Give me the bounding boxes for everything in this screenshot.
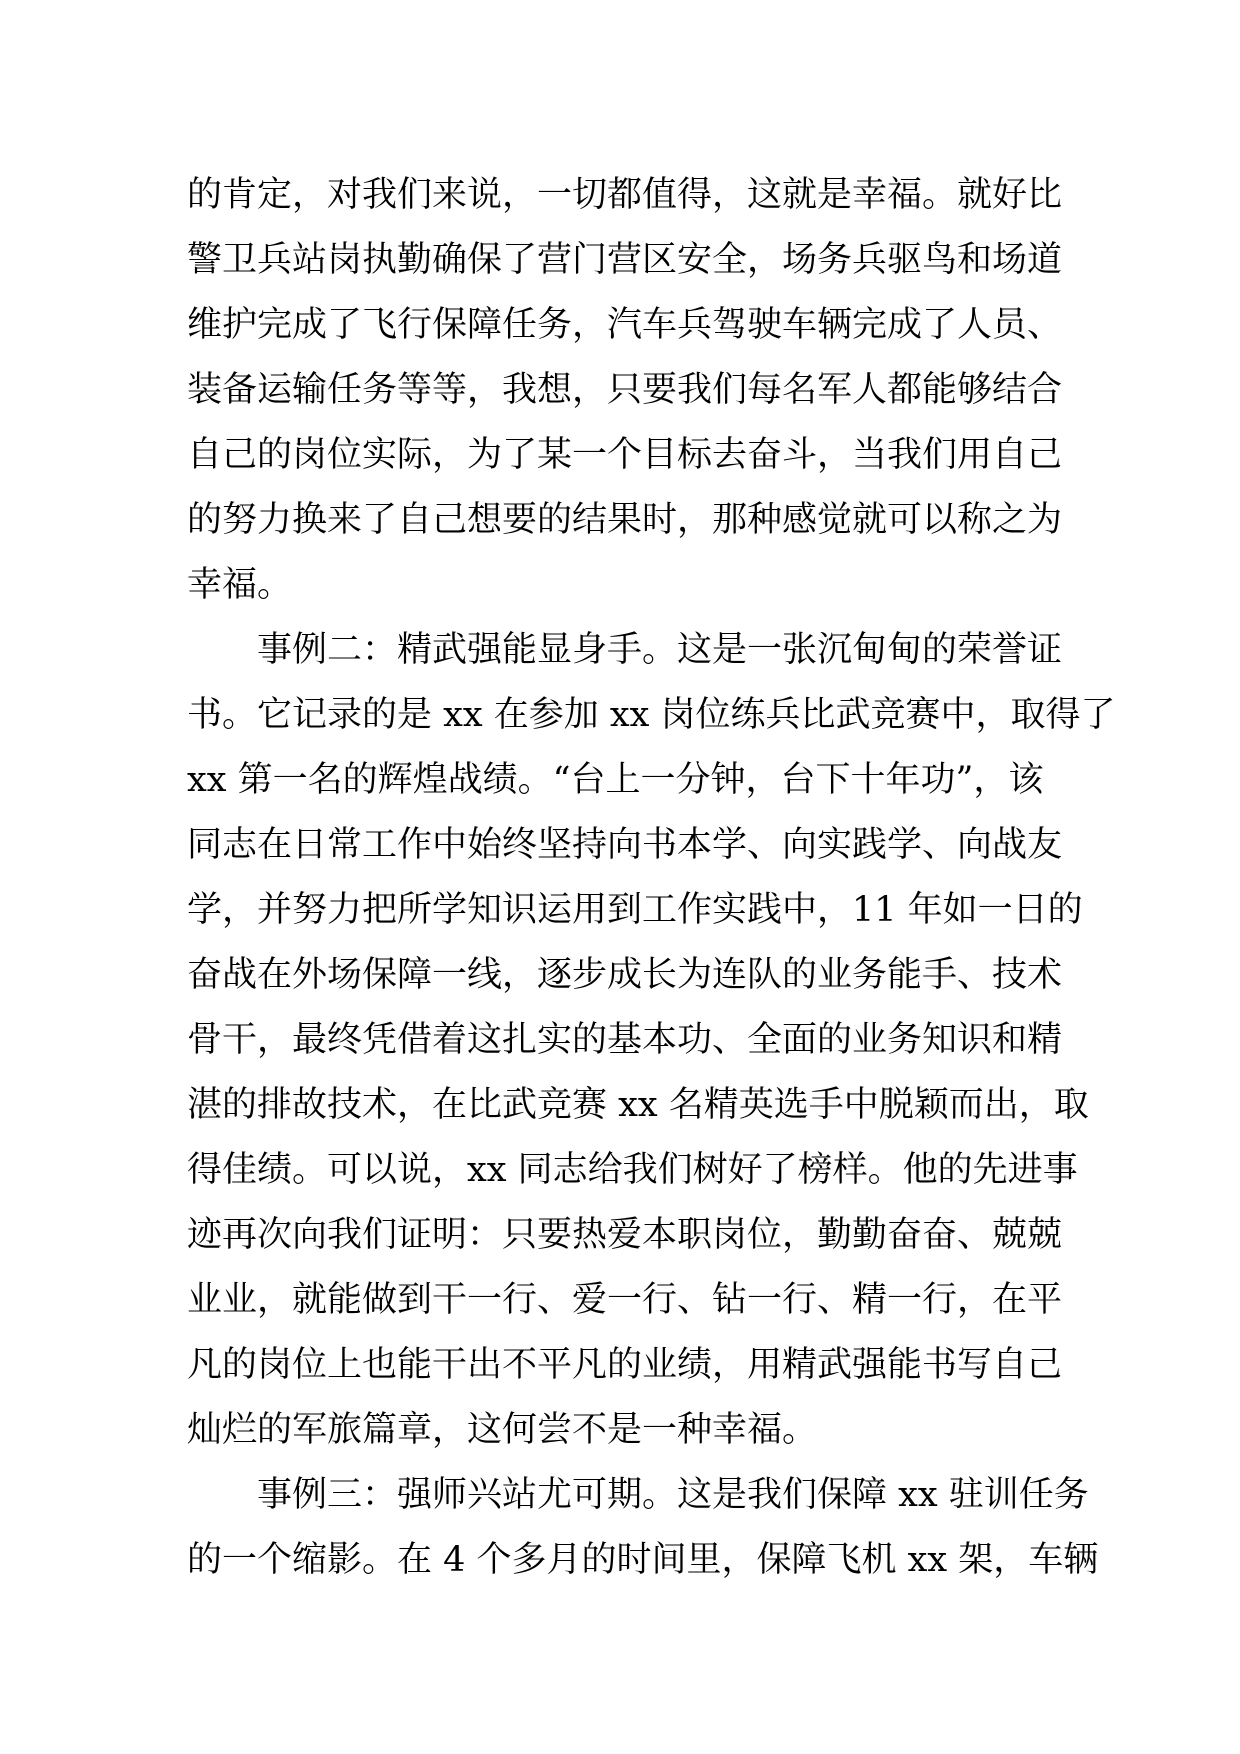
text-line: 警卫兵站岗执勤确保了营门营区安全，场务兵驱鸟和场道 (187, 240, 1063, 280)
text-line: 灿烂的军旅篇章，这何尝不是一种幸福。 (187, 1410, 818, 1450)
text-line: 业业，就能做到干一行、爱一行、钻一行、精一行，在平 (187, 1280, 1063, 1320)
paragraph-first-line: 事例二：精武强能显身手。这是一张沉甸甸的荣誉证 (257, 630, 1063, 670)
text-line: 的努力换来了自己想要的结果时，那种感觉就可以称之为 (187, 500, 1063, 540)
text-line: 的一个缩影。在 4 个多月的时间里，保障飞机 xx 架，车辆 (187, 1540, 1099, 1580)
text-line: 幸福。 (187, 565, 293, 605)
text-line: 装备运输任务等等，我想，只要我们每名军人都能够结合 (187, 370, 1063, 410)
text-line: xx 第一名的辉煌战绩。“台上一分钟，台下十年功”，该 (187, 760, 1044, 800)
text-line: 得佳绩。可以说，xx 同志给我们树好了榜样。他的先进事 (187, 1150, 1078, 1190)
text-line: 的肯定，对我们来说，一切都值得，这就是幸福。就好比 (187, 175, 1063, 215)
text-line: 奋战在外场保障一线，逐步成长为连队的业务能手、技术 (187, 955, 1063, 995)
text-line: 骨干，最终凭借着这扎实的基本功、全面的业务知识和精 (187, 1020, 1063, 1060)
text-line: 同志在日常工作中始终坚持向书本学、向实践学、向战友 (187, 825, 1063, 865)
body-text (187, 163, 1116, 1593)
text-line: 自己的岗位实际，为了某一个目标去奋斗，当我们用自己 (187, 435, 1063, 475)
paragraph-first-line: 事例三：强师兴站尤可期。这是我们保障 xx 驻训任务 (257, 1475, 1089, 1515)
text-line: 凡的岗位上也能干出不平凡的业绩，用精武强能书写自己 (187, 1345, 1063, 1385)
text-line: 湛的排故技术，在比武竞赛 xx 名精英选手中脱颖而出，取 (187, 1085, 1089, 1125)
text-line: 学，并努力把所学知识运用到工作实践中，11 年如一日的 (187, 890, 1083, 930)
text-line: 维护完成了飞行保障任务，汽车兵驾驶车辆完成了人员、 (187, 305, 1063, 345)
text-line: 书。它记录的是 xx 在参加 xx 岗位练兵比武竞赛中，取得了 (187, 695, 1116, 735)
text-line: 迹再次向我们证明：只要热爱本职岗位，勤勤奋奋、兢兢 (187, 1215, 1063, 1255)
